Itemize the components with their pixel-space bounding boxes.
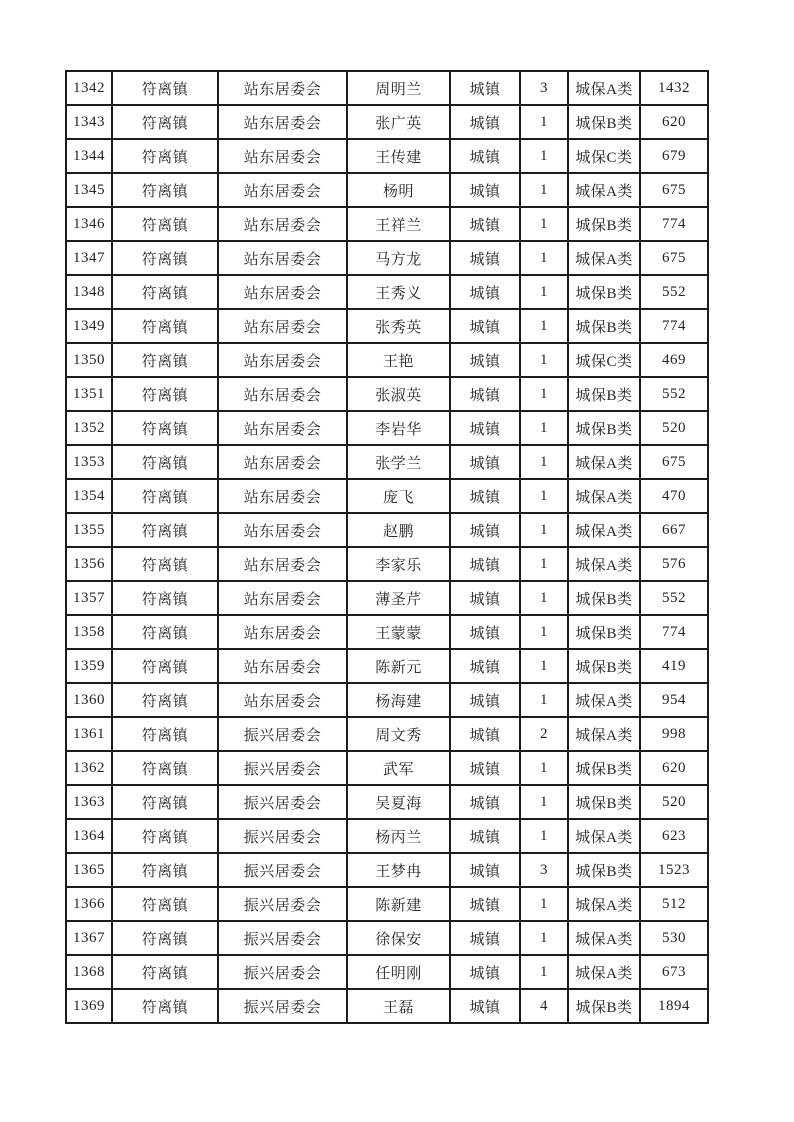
cell-serial-number: 1350 [66,343,112,377]
cell-person-name: 王传建 [347,139,450,173]
cell-person-name: 马方龙 [347,241,450,275]
cell-person-name: 庞飞 [347,479,450,513]
cell-insurance-category: 城保B类 [568,377,640,411]
table-row [66,241,708,275]
cell-committee: 站东居委会 [218,343,347,377]
cell-person-name: 张学兰 [347,445,450,479]
cell-person-name: 任明刚 [347,955,450,989]
cell-residence-type: 城镇 [450,853,520,887]
cell-person-count: 1 [520,955,568,989]
cell-insurance-category: 城保B类 [568,853,640,887]
cell-committee: 站东居委会 [218,377,347,411]
cell-committee: 站东居委会 [218,139,347,173]
cell-person-name: 薄圣芹 [347,581,450,615]
cell-residence-type: 城镇 [450,955,520,989]
table-row [66,887,708,921]
cell-committee: 振兴居委会 [218,989,347,1023]
cell-person-name: 杨丙兰 [347,819,450,853]
cell-insurance-category: 城保A类 [568,717,640,751]
cell-residence-type: 城镇 [450,479,520,513]
table-row [66,921,708,955]
cell-serial-number: 1361 [66,717,112,751]
cell-serial-number: 1342 [66,71,112,105]
cell-insurance-category: 城保A类 [568,547,640,581]
cell-serial-number: 1357 [66,581,112,615]
cell-serial-number: 1352 [66,411,112,445]
cell-residence-type: 城镇 [450,649,520,683]
cell-serial-number: 1353 [66,445,112,479]
cell-residence-type: 城镇 [450,71,520,105]
table-row [66,581,708,615]
table-row [66,615,708,649]
cell-insurance-category: 城保B类 [568,989,640,1023]
table-row [66,513,708,547]
table-row [66,139,708,173]
cell-person-name: 王磊 [347,989,450,1023]
cell-person-count: 1 [520,649,568,683]
cell-committee: 站东居委会 [218,683,347,717]
cell-residence-type: 城镇 [450,411,520,445]
cell-town: 符离镇 [112,275,218,309]
subsidy-table [65,70,709,1024]
cell-insurance-category: 城保A类 [568,887,640,921]
cell-serial-number: 1349 [66,309,112,343]
cell-amount: 1894 [640,989,708,1023]
cell-serial-number: 1346 [66,207,112,241]
cell-town: 符离镇 [112,377,218,411]
cell-amount: 469 [640,343,708,377]
cell-person-count: 1 [520,615,568,649]
cell-person-count: 1 [520,547,568,581]
cell-person-name: 吴夏海 [347,785,450,819]
cell-person-count: 1 [520,581,568,615]
cell-residence-type: 城镇 [450,105,520,139]
cell-committee: 站东居委会 [218,581,347,615]
cell-amount: 552 [640,377,708,411]
cell-amount: 675 [640,173,708,207]
cell-person-name: 杨明 [347,173,450,207]
cell-committee: 站东居委会 [218,445,347,479]
cell-town: 符离镇 [112,751,218,785]
cell-serial-number: 1359 [66,649,112,683]
cell-serial-number: 1347 [66,241,112,275]
cell-person-count: 1 [520,445,568,479]
cell-insurance-category: 城保B类 [568,581,640,615]
table-row [66,479,708,513]
cell-insurance-category: 城保B类 [568,207,640,241]
cell-committee: 站东居委会 [218,547,347,581]
cell-insurance-category: 城保A类 [568,683,640,717]
table-row [66,275,708,309]
cell-serial-number: 1366 [66,887,112,921]
cell-amount: 954 [640,683,708,717]
cell-residence-type: 城镇 [450,241,520,275]
cell-serial-number: 1344 [66,139,112,173]
cell-person-name: 王艳 [347,343,450,377]
cell-amount: 552 [640,581,708,615]
cell-amount: 470 [640,479,708,513]
cell-person-count: 1 [520,139,568,173]
table-row [66,377,708,411]
cell-person-count: 1 [520,241,568,275]
cell-committee: 站东居委会 [218,275,347,309]
cell-person-count: 1 [520,377,568,411]
cell-amount: 1523 [640,853,708,887]
cell-committee: 振兴居委会 [218,853,347,887]
cell-residence-type: 城镇 [450,207,520,241]
cell-committee: 站东居委会 [218,649,347,683]
table-row [66,989,708,1023]
cell-amount: 774 [640,207,708,241]
cell-committee: 振兴居委会 [218,887,347,921]
cell-residence-type: 城镇 [450,921,520,955]
cell-serial-number: 1351 [66,377,112,411]
cell-committee: 站东居委会 [218,479,347,513]
cell-person-name: 周明兰 [347,71,450,105]
cell-serial-number: 1368 [66,955,112,989]
cell-residence-type: 城镇 [450,819,520,853]
cell-amount: 620 [640,105,708,139]
cell-residence-type: 城镇 [450,139,520,173]
cell-person-count: 1 [520,275,568,309]
cell-residence-type: 城镇 [450,751,520,785]
cell-person-count: 1 [520,105,568,139]
cell-town: 符离镇 [112,139,218,173]
cell-person-name: 武军 [347,751,450,785]
cell-committee: 站东居委会 [218,513,347,547]
cell-serial-number: 1367 [66,921,112,955]
cell-committee: 振兴居委会 [218,955,347,989]
cell-committee: 站东居委会 [218,241,347,275]
cell-town: 符离镇 [112,819,218,853]
cell-committee: 站东居委会 [218,173,347,207]
cell-insurance-category: 城保A类 [568,955,640,989]
cell-person-name: 王祥兰 [347,207,450,241]
cell-town: 符离镇 [112,513,218,547]
cell-town: 符离镇 [112,105,218,139]
cell-town: 符离镇 [112,479,218,513]
cell-person-count: 1 [520,479,568,513]
table-row [66,819,708,853]
cell-town: 符离镇 [112,241,218,275]
cell-person-name: 张广英 [347,105,450,139]
cell-person-name: 杨海建 [347,683,450,717]
table-row [66,853,708,887]
cell-serial-number: 1358 [66,615,112,649]
cell-residence-type: 城镇 [450,717,520,751]
cell-insurance-category: 城保A类 [568,71,640,105]
cell-insurance-category: 城保B类 [568,751,640,785]
cell-person-count: 1 [520,309,568,343]
table-row [66,445,708,479]
cell-amount: 520 [640,785,708,819]
cell-residence-type: 城镇 [450,309,520,343]
cell-amount: 530 [640,921,708,955]
table-row [66,173,708,207]
table-row [66,649,708,683]
cell-residence-type: 城镇 [450,343,520,377]
cell-serial-number: 1363 [66,785,112,819]
cell-town: 符离镇 [112,615,218,649]
cell-person-count: 1 [520,513,568,547]
cell-town: 符离镇 [112,785,218,819]
cell-amount: 576 [640,547,708,581]
cell-committee: 振兴居委会 [218,717,347,751]
cell-person-name: 王蒙蒙 [347,615,450,649]
cell-committee: 振兴居委会 [218,819,347,853]
table-row [66,547,708,581]
cell-insurance-category: 城保C类 [568,139,640,173]
cell-town: 符离镇 [112,921,218,955]
cell-person-count: 1 [520,921,568,955]
cell-amount: 623 [640,819,708,853]
cell-amount: 620 [640,751,708,785]
cell-amount: 774 [640,615,708,649]
cell-person-name: 徐保安 [347,921,450,955]
table-row [66,717,708,751]
table-row [66,411,708,445]
cell-residence-type: 城镇 [450,989,520,1023]
cell-person-count: 1 [520,173,568,207]
cell-person-count: 1 [520,343,568,377]
cell-insurance-category: 城保A类 [568,479,640,513]
cell-serial-number: 1364 [66,819,112,853]
cell-person-name: 张淑英 [347,377,450,411]
cell-person-count: 1 [520,751,568,785]
cell-person-count: 1 [520,819,568,853]
cell-person-name: 李岩华 [347,411,450,445]
cell-residence-type: 城镇 [450,615,520,649]
cell-serial-number: 1345 [66,173,112,207]
cell-insurance-category: 城保A类 [568,921,640,955]
cell-town: 符离镇 [112,581,218,615]
cell-insurance-category: 城保B类 [568,275,640,309]
cell-insurance-category: 城保B类 [568,309,640,343]
table-body [66,71,708,1023]
table-row [66,343,708,377]
cell-amount: 419 [640,649,708,683]
cell-person-name: 赵鹏 [347,513,450,547]
table-row [66,71,708,105]
cell-residence-type: 城镇 [450,513,520,547]
table-row [66,683,708,717]
cell-town: 符离镇 [112,71,218,105]
cell-committee: 振兴居委会 [218,785,347,819]
cell-person-count: 2 [520,717,568,751]
cell-person-name: 张秀英 [347,309,450,343]
cell-person-count: 1 [520,683,568,717]
cell-person-name: 陈新建 [347,887,450,921]
table-row [66,751,708,785]
cell-town: 符离镇 [112,887,218,921]
cell-serial-number: 1348 [66,275,112,309]
cell-town: 符离镇 [112,683,218,717]
cell-town: 符离镇 [112,717,218,751]
cell-person-count: 1 [520,785,568,819]
cell-serial-number: 1355 [66,513,112,547]
table-row [66,785,708,819]
cell-amount: 512 [640,887,708,921]
cell-town: 符离镇 [112,309,218,343]
cell-residence-type: 城镇 [450,581,520,615]
cell-serial-number: 1360 [66,683,112,717]
cell-serial-number: 1343 [66,105,112,139]
cell-person-name: 王梦冉 [347,853,450,887]
cell-amount: 675 [640,445,708,479]
cell-town: 符离镇 [112,343,218,377]
cell-insurance-category: 城保B类 [568,411,640,445]
table-row [66,955,708,989]
cell-amount: 774 [640,309,708,343]
cell-person-count: 1 [520,887,568,921]
cell-residence-type: 城镇 [450,785,520,819]
cell-town: 符离镇 [112,411,218,445]
cell-person-name: 李家乐 [347,547,450,581]
cell-residence-type: 城镇 [450,887,520,921]
cell-insurance-category: 城保B类 [568,649,640,683]
cell-amount: 520 [640,411,708,445]
cell-person-name: 王秀义 [347,275,450,309]
cell-committee: 站东居委会 [218,615,347,649]
cell-person-count: 4 [520,989,568,1023]
cell-committee: 振兴居委会 [218,751,347,785]
cell-committee: 站东居委会 [218,411,347,445]
cell-amount: 679 [640,139,708,173]
cell-insurance-category: 城保A类 [568,819,640,853]
cell-town: 符离镇 [112,173,218,207]
cell-insurance-category: 城保B类 [568,615,640,649]
cell-committee: 站东居委会 [218,309,347,343]
cell-insurance-category: 城保A类 [568,445,640,479]
cell-amount: 667 [640,513,708,547]
table-row [66,207,708,241]
cell-serial-number: 1365 [66,853,112,887]
cell-insurance-category: 城保B类 [568,785,640,819]
cell-insurance-category: 城保A类 [568,513,640,547]
cell-person-count: 1 [520,207,568,241]
cell-town: 符离镇 [112,853,218,887]
cell-amount: 673 [640,955,708,989]
cell-town: 符离镇 [112,547,218,581]
cell-committee: 振兴居委会 [218,921,347,955]
cell-amount: 998 [640,717,708,751]
cell-residence-type: 城镇 [450,445,520,479]
cell-amount: 552 [640,275,708,309]
cell-town: 符离镇 [112,989,218,1023]
cell-town: 符离镇 [112,649,218,683]
cell-committee: 站东居委会 [218,105,347,139]
cell-committee: 站东居委会 [218,207,347,241]
cell-residence-type: 城镇 [450,173,520,207]
cell-insurance-category: 城保A类 [568,173,640,207]
cell-serial-number: 1369 [66,989,112,1023]
cell-residence-type: 城镇 [450,377,520,411]
cell-person-count: 3 [520,71,568,105]
cell-insurance-category: 城保B类 [568,105,640,139]
cell-insurance-category: 城保A类 [568,241,640,275]
cell-amount: 675 [640,241,708,275]
cell-residence-type: 城镇 [450,547,520,581]
table-row [66,105,708,139]
cell-amount: 1432 [640,71,708,105]
table-row [66,309,708,343]
cell-serial-number: 1362 [66,751,112,785]
cell-insurance-category: 城保C类 [568,343,640,377]
cell-committee: 站东居委会 [218,71,347,105]
cell-town: 符离镇 [112,445,218,479]
cell-residence-type: 城镇 [450,275,520,309]
cell-serial-number: 1354 [66,479,112,513]
cell-serial-number: 1356 [66,547,112,581]
cell-town: 符离镇 [112,955,218,989]
cell-person-count: 3 [520,853,568,887]
cell-person-name: 陈新元 [347,649,450,683]
cell-residence-type: 城镇 [450,683,520,717]
cell-person-name: 周文秀 [347,717,450,751]
cell-town: 符离镇 [112,207,218,241]
cell-person-count: 1 [520,411,568,445]
